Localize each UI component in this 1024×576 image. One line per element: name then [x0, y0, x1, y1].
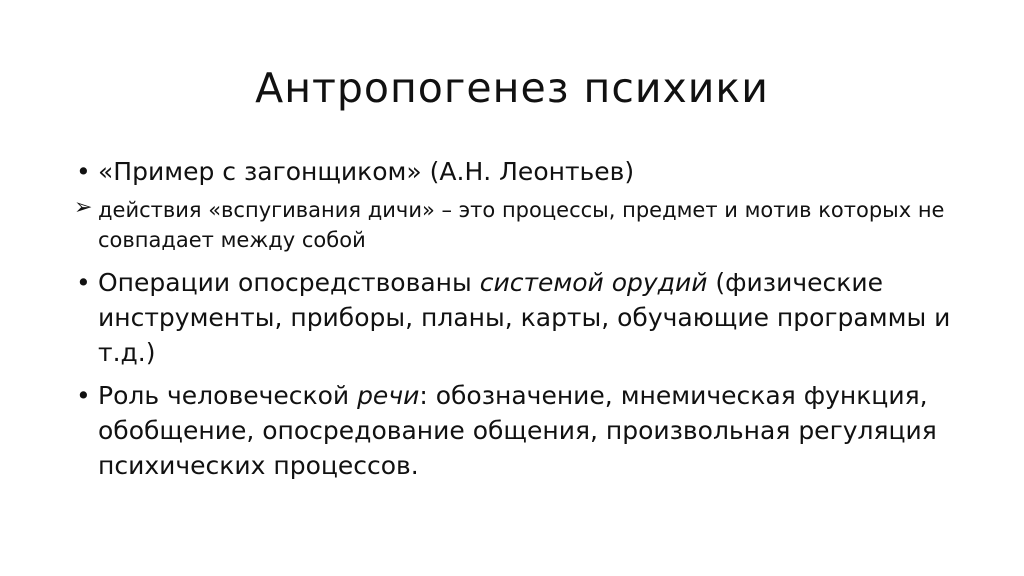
bullet-dot-icon: • [76, 268, 91, 297]
sub-bullet-text: действия «вспугивания дичи» – это процессы, предмет и мотив которых не совпадает между собой [98, 198, 945, 252]
bullet-text: «Пример с загонщиком» (А.Н. Леонтьев) [98, 157, 635, 186]
bullet-text-italic: системой орудий [479, 268, 708, 297]
bullet-item [72, 378, 952, 483]
bullet-dot-icon: • [76, 157, 91, 186]
bullet-dot-icon: • [76, 381, 91, 410]
bullet-item [72, 265, 952, 370]
bullet-text-italic: речи [357, 381, 420, 410]
bullet-text-start: Роль человеческой [98, 381, 358, 410]
slide-content [72, 154, 952, 487]
bullet-text-end: : обозначение, мнемическая функция, обобщение, опосредование общения, произвольная регуляция психических процессов. [98, 381, 937, 480]
bullet-text-start: Операции опосредствованы [98, 268, 480, 297]
bullet-item [72, 154, 952, 189]
arrow-bullet-icon: ➢ [74, 195, 93, 220]
sub-bullet-item [72, 195, 952, 255]
slide-title: Антропогенез психики [255, 64, 769, 112]
bullet-text-end: (физические инструменты, приборы, планы, карты, обучающие программы и т.д.) [98, 268, 951, 367]
